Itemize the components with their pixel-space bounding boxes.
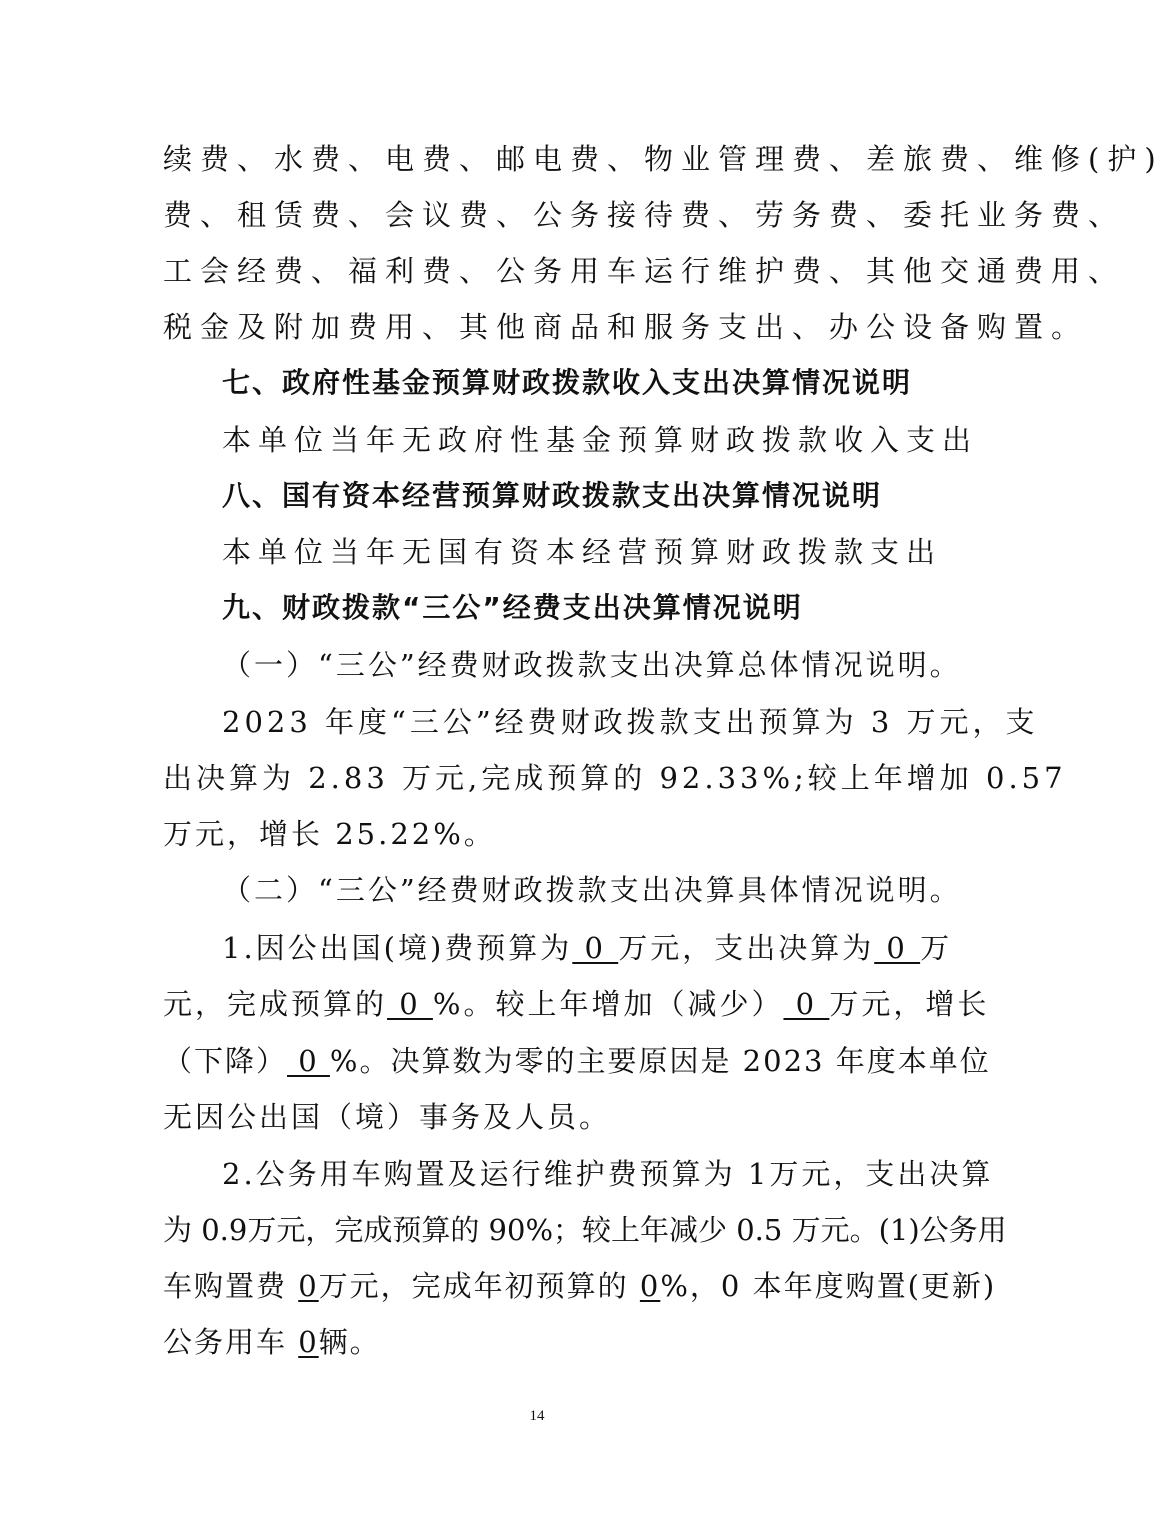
paragraph-line: 费、租赁费、会议费、公务接待费、劳务费、委托业务费、 <box>163 198 1126 232</box>
text-run: 辆。 <box>318 1325 381 1359</box>
filled-value: 0 <box>287 1044 330 1078</box>
paragraph-line <box>163 1033 991 1089</box>
paragraph-line <box>163 1314 923 1370</box>
text-run: 万元，支出决算为 <box>618 931 875 965</box>
text-run: 1.因公出国(境)费预算为 <box>222 931 573 965</box>
paragraph-line: 无因公出国（境）事务及人员。 <box>163 1100 612 1134</box>
paragraph-line <box>163 1258 997 1314</box>
text-run: 元，完成预算的 <box>163 987 388 1021</box>
text-run: 公务用车 <box>163 1325 299 1359</box>
text-run: （下降） <box>163 1044 288 1078</box>
paragraph-line: 税金及附加费用、其他商品和服务支出、办公设备购置。 <box>163 310 1089 344</box>
paragraph-line: 续费、水费、电费、邮电费、物业管理费、差旅费、维修(护) <box>163 142 1164 176</box>
filled-value: 0 <box>783 987 830 1021</box>
filled-value: 0 <box>387 987 433 1021</box>
filled-value: 0 <box>298 1269 319 1303</box>
filled-value: 0 <box>639 1269 661 1303</box>
paragraph-line: 出决算为 2.83 万元,完成预算的 92.33%;较上年增加 0.57 <box>163 761 1067 795</box>
section-text-7: 本单位当年无政府性基金预算财政拨款收入支出 <box>222 423 979 457</box>
filled-value: 0 <box>298 1325 319 1359</box>
section-heading-9: 九、财政拨款“三公”经费支出决算情况说明 <box>222 591 803 624</box>
page-number: 14 <box>529 1408 545 1424</box>
paragraph-line <box>163 976 990 1032</box>
paragraph-line: 2023 年度“三公”经费财政拨款支出预算为 3 万元，支 <box>222 705 1039 739</box>
subsection-title-2: （二）“三公”经费财政拨款支出决算具体情况说明。 <box>222 873 962 907</box>
filled-value: 0 <box>874 931 921 965</box>
text-run: %。较上年增加（减少） <box>432 987 784 1021</box>
text-run: 万元，增长 <box>829 987 990 1021</box>
text-run: 车购置费 <box>163 1269 299 1303</box>
paragraph-line <box>222 920 953 976</box>
section-heading-8: 八、国有资本经营预算财政拨款支出决算情况说明 <box>222 479 883 512</box>
text-run: 万 <box>920 931 953 965</box>
text-run: %。决算数为零的主要原因是 2023 年度本单位 <box>329 1044 991 1078</box>
subsection-title-1: （一）“三公”经费财政拨款支出决算总体情况说明。 <box>222 648 962 682</box>
paragraph-line: 工会经费、福利费、公务用车运行维护费、其他交通费用、 <box>163 254 1126 288</box>
section-heading-7: 七、政府性基金预算财政拨款收入支出决算情况说明 <box>222 366 913 399</box>
text-run: 万元，完成年初预算的 <box>318 1269 640 1303</box>
paragraph-line: 2.公务用车购置及运行维护费预算为 1万元，支出决算 <box>222 1157 994 1191</box>
paragraph-line: 为 0.9万元，完成预算的 90%；较上年减少 0.5 万元。(1)公务用 <box>163 1213 1007 1247</box>
section-text-8: 本单位当年无国有资本经营预算财政拨款支出 <box>222 535 943 569</box>
filled-value: 0 <box>572 931 619 965</box>
text-run: %，0 本年度购置(更新) <box>660 1269 997 1303</box>
paragraph-line: 万元，增长 25.22%。 <box>163 817 496 851</box>
